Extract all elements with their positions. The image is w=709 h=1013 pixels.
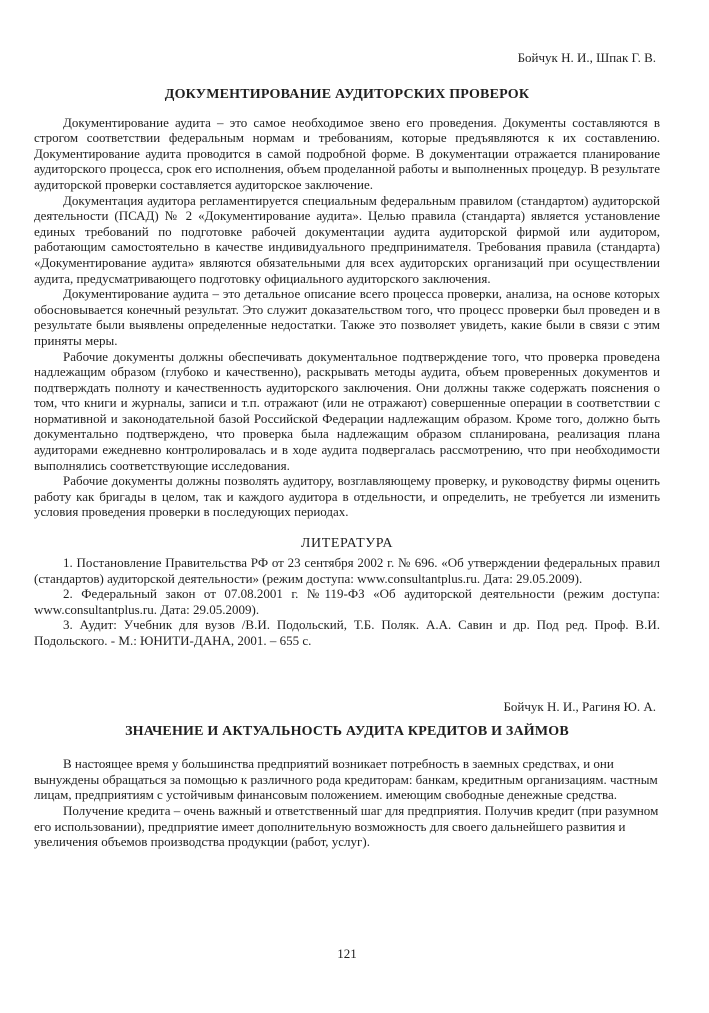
paragraph: Документация аудитора регламентируется специальным федеральным правилом (стандартом) аудиторской деятельности (ПСАД) № 2 «Документирование аудита». Целью правила (стандарта) является установление единых требований по подготовке рабочей документации аудита аудиторской фирмой или аудитором, работающим самостоятельно в качестве индивидуального предпринимателя. Требования правила (стандарта) «Документирование аудита» являются обязательными для всех аудиторских организаций при осуществлении аудита, предусматривающего подготовку официального аудиторского заключения.: [34, 192, 660, 286]
paragraph: Рабочие документы должны позволять аудитору, возглавляющему проверку, и руководству фирмы оценить работу как бригады в целом, так и каждого аудитора в отдельности, и определить, не требуется ли изменить условия проведения проверки в последующих периодах.: [34, 473, 660, 520]
paragraph: Получение кредита – очень важный и ответственный шаг для предприятия. Получив кредит (при разумном его использовании), предприятие имеет дополнительную возможность для своего дальнейшего развития и увеличения объемов производства продукции (работ, услуг).: [34, 802, 659, 850]
reference-item: 2. Федеральный закон от 07.08.2001 г. №119-ФЗ «Об аудиторской деятельности (режим доступа: www.consultantplus.ru. Дата: 29.05.2009).: [34, 586, 660, 617]
article-2: [34, 699, 660, 850]
article-title: ЗНАЧЕНИЕ И АКТУАЛЬНОСТЬ АУДИТА КРЕДИТОВ И ЗАЙМОВ: [125, 724, 569, 740]
literature-heading: ЛИТЕРАТУРА: [300, 536, 394, 552]
authors-line: Бойчук Н. И., Шпак Г. В.: [517, 50, 656, 65]
reference-item: 1. Постановление Правительства РФ от 23 сентября 2002 г. № 696. «Об утверждении федеральных правил (стандартов) аудиторской деятельности» (режим доступа: www.consultantplus.ru. Дата: 29.05.2009).: [34, 555, 660, 586]
reference-item: 3. Аудит: Учебник для вузов /В.И. Подольский, Т.Б. Поляк. А.А. Савин и др. Под ред. Проф. В.И. Подольского. - М.: ЮНИТИ-ДАНА, 2001. – 655 с.: [34, 617, 660, 648]
paragraph: Документирование аудита – это детальное описание всего процесса проверки, анализа, на основе которых обосновывается конечный результат. Это служит доказательством того, что процесс проверки был проведен и в результате были выявлены определенные недостатки. Также это позволяет увидеть, какие были в связи с этим приняты меры.: [34, 286, 660, 348]
page-content: [34, 50, 660, 850]
article-1: [34, 50, 660, 649]
article-title: ДОКУМЕНТИРОВАНИЕ АУДИТОРСКИХ ПРОВЕРОК: [164, 86, 530, 102]
authors-line: Бойчук Н. И., Рагиня Ю. А.: [503, 698, 656, 714]
paragraph: Документирование аудита – это самое необходимое звено его проведения. Документы составляются в строгом соответствии федеральным нормам и требованиям, которые предъявляются к их составлению. Документирование аудита проводится в самой подробной форме. В документации отражается планирование аудиторского процесса, срок его исполнения, объем проделанной работы и выполненных процедур. В результате аудиторской проверки составляется аудиторское заключение.: [34, 114, 660, 192]
paragraph: Рабочие документы должны обеспечивать документальное подтверждение того, что проверка проведена надлежащим образом (глубоко и качественно), раскрывать методы аудита, объем проверенных документов и подтверждать полноту и качественность аудиторского заключения. Они должны также содержать пояснения о том, что книги и журналы, записи и т.п. отражают (или не отражают) совершенные операции в соответствии с нормативной и законодательной базой Российской Федерации надлежащим образом. Кроме того, должно быть документально подтверждено, что проверка была надлежащим образом спланирована, реализация плана аудиторами ежедневно контролировалась и в ходе аудита подвергалась рассмотрению, что при необходимости выполнялись соответствующие исследования.: [34, 348, 660, 473]
page-number: 121: [337, 946, 357, 962]
paragraph: В настоящее время у большинства предприятий возникает потребность в заемных средствах, и они вынуждены обращаться за помощью к различного рода кредиторам: банкам, кредитным организациям. частным лицам, предприятиям с устойчивым финансовым положением. имеющим свободные денежные средства.: [34, 756, 658, 803]
